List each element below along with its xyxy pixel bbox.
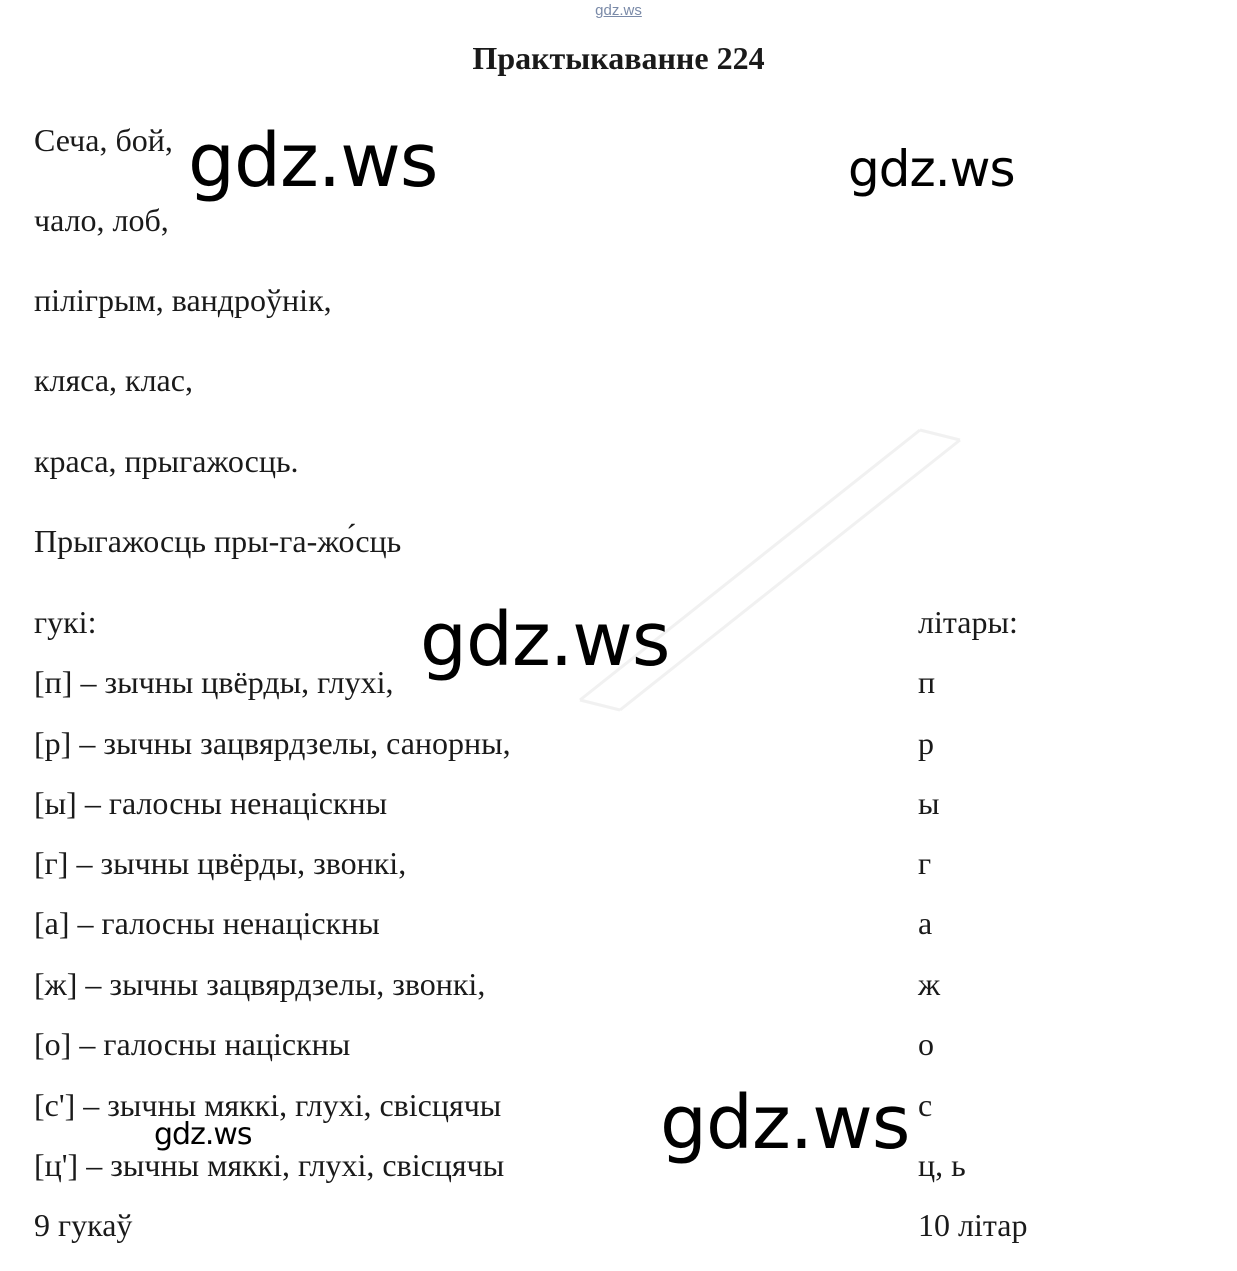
synonym-line: кляса, клас, bbox=[34, 362, 193, 398]
letter-cell: о bbox=[918, 1026, 934, 1062]
synonym-line: чало, лоб, bbox=[34, 202, 169, 238]
letter-cell: ы bbox=[918, 785, 940, 821]
letter-cell: ж bbox=[918, 966, 941, 1002]
sound-row: [г] – зычны цвёрды, звонкі, bbox=[34, 845, 407, 881]
watermark: gdz.ws bbox=[154, 1117, 252, 1152]
sound-row: [а] – галосны ненацiскны bbox=[34, 905, 380, 941]
letter-cell: ц, ь bbox=[918, 1147, 966, 1183]
synonym-line: краса, прыгажосць. bbox=[34, 443, 299, 479]
sounds-total: 9 гукаў bbox=[34, 1207, 133, 1243]
letters-total: 10 літар bbox=[918, 1207, 1028, 1243]
synonym-line: пілігрым, вандроўнік, bbox=[34, 282, 332, 318]
watermark: gdz.ws bbox=[660, 1080, 910, 1166]
letter-cell: г bbox=[918, 845, 932, 881]
letter-cell: п bbox=[918, 664, 936, 700]
sound-row: [п] – зычны цвёрды, глухі, bbox=[34, 664, 394, 700]
synonym-line: Сеча, бой, bbox=[34, 122, 173, 158]
sound-row: [ж] – зычны зацвярдзелы, звонкі, bbox=[34, 966, 486, 1002]
letters-header: літары: bbox=[918, 604, 1018, 640]
watermark: gdz.ws bbox=[188, 118, 438, 204]
top-watermark: gdz.ws bbox=[595, 2, 642, 19]
sound-row: [ы] – галосны ненацiскны bbox=[34, 785, 388, 821]
watermark: gdz.ws bbox=[420, 597, 670, 683]
page-title: Практыкаванне 224 bbox=[472, 40, 765, 76]
letter-cell: с bbox=[918, 1087, 933, 1123]
letter-cell: р bbox=[918, 725, 934, 761]
letter-cell: а bbox=[918, 905, 933, 941]
analysis-word: Прыгажосць пры-га-жо́сць bbox=[34, 523, 402, 559]
sound-row: [р] – зычны зацвярдзелы, санорны, bbox=[34, 725, 511, 761]
watermark: gdz.ws bbox=[848, 140, 1015, 198]
sound-row: [с'] – зычны мяккі, глухі, свiсцячы bbox=[34, 1087, 502, 1123]
sounds-header: гукі: bbox=[34, 604, 97, 640]
sound-row: [о] – галосны націскны bbox=[34, 1026, 351, 1062]
sound-row: [ц'] – зычны мяккі, глухі, свiсцячы bbox=[34, 1147, 505, 1183]
